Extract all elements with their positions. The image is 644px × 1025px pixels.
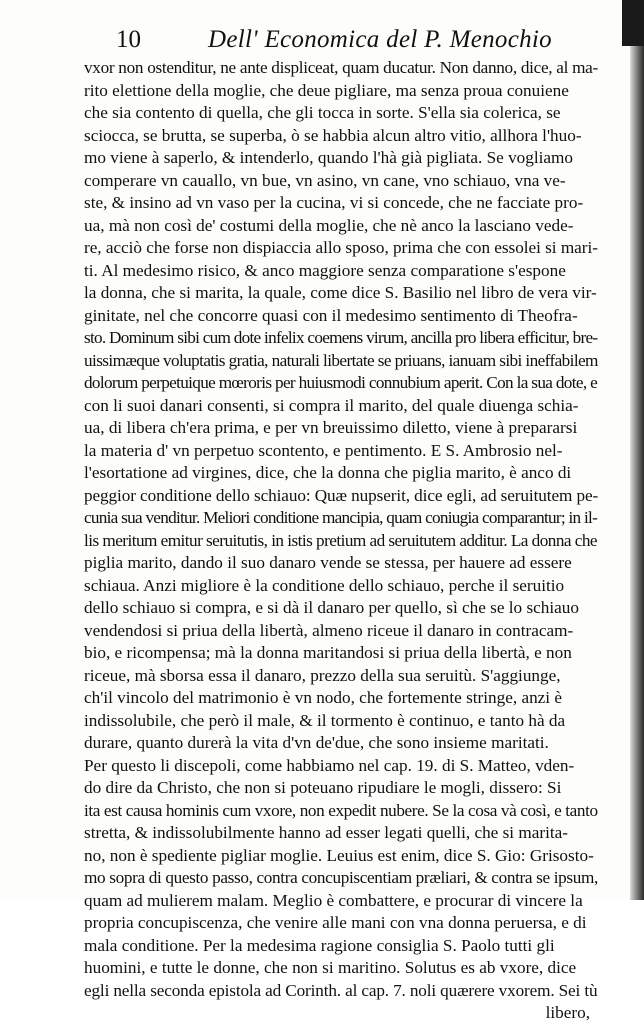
text-line: mo viene à saperlo, & intenderlo, quando l'hà già pigliata. Se vogliamo (84, 148, 573, 167)
text-line: dello schiauo si compra, e si dà il danaro per quello, sì che se lo schiauo (84, 598, 579, 617)
text-line: peggior conditione dello schiauo: Quæ nupserit, dice egli, ad seruitutem pe- (84, 485, 599, 505)
text-line: Per questo li discepoli, come habbiamo nel cap. 19. di S. Matteo, vden- (84, 755, 575, 775)
body-text (84, 57, 598, 1025)
page-number: 10 (116, 26, 141, 53)
text-line: mala conditione. Per la medesima ragione consiglia S. Paolo tutti gli (84, 935, 555, 955)
text-line: stretta, & indissolubilmente hanno ad esser legati quelli, che si marita- (84, 823, 568, 842)
text-line: ita est causa hominis cum vxore, non expedit nubere. Se la cosa và così, e tanto (84, 800, 598, 820)
text-line: indissolubile, che però il male, & il tormento è continuo, e tanto hà da (84, 710, 566, 730)
text-line: piglia marito, dando il suo danaro vende se stessa, per hauere ad essere (84, 553, 572, 572)
text-line: la donna, che si marita, la quale, come dice S. Basilio nel libro de vera vir- (84, 283, 597, 302)
text-line: do dire da Christo, che non si poteuano ripudiare le mogli, dissero: Si (84, 778, 562, 797)
text-line: vxor non ostenditur, ne ante displiceat, quam ducatur. Non danno, dice, al ma- (84, 58, 598, 77)
text-line: comperare vn cauallo, vn bue, vn asino, vn cane, vno schiauo, vna ve- (84, 170, 566, 190)
text-line: ua, mà non così de' costumi della moglie, che nè anco la lasciano vede- (84, 215, 574, 235)
text-line: propria concupiscenza, che venire alle mani con vna donna peruersa, e di (84, 913, 587, 932)
text-line: che sia contento di quella, che gli tocca in sorte. S'ella sia colerica, se (84, 103, 561, 122)
text-line: re, acciò che forse non dispiaccia allo sposo, prima che con essolei si mari- (84, 238, 598, 257)
text-line: schiaua. Anzi migliore è la conditione dello schiauo, perche il seruitio (84, 575, 565, 595)
text-line: durare, quanto durerà la vita d'vn de'due, che sono insieme maritati. (84, 733, 549, 752)
text-line: sciocca, se brutta, se superba, ò se habbia alcun altro vitio, allhora l'huo- (84, 125, 582, 145)
text-line: lis meritum emitur seruitutis, in istis pretium ad seruitutem additur. La donna che (84, 530, 597, 550)
text-line: vendendosi si priua della libertà, almeno riceue il danaro in contracam- (84, 620, 574, 640)
text-line: bio, e ricompensa; mà la donna maritandosi si priua della libertà, e non (84, 643, 572, 662)
text-line: ginitate, nel che concorre quasi con il medesimo sentimento di Theofra- (84, 305, 578, 325)
text-line: riceue, mà sborsa essa il danaro, prezzo della sua seruitù. S'aggiunge, (84, 665, 561, 685)
text-line: ti. Al medesimo risico, & anco maggiore senza comparatione s'espone (84, 260, 566, 280)
text-line: l'esortatione ad virgines, dice, che la donna che piglia marito, è anco di (84, 463, 572, 482)
catchword: libero, (545, 1003, 590, 1022)
page-header (40, 26, 610, 60)
text-line: dolorum perpetuique mœroris per huiusmodi connubium aperit. Con la sua dote, e (84, 373, 598, 392)
text-line: no, non è spediente pigliar moglie. Leuius est enim, dice S. Gio: Grisosto- (84, 845, 594, 865)
running-title: Dell' Economica del P. Menochio (208, 26, 552, 53)
text-line: egli nella seconda epistola ad Corinth. al cap. 7. noli quærere vxorem. Sei tù (84, 980, 598, 1000)
text-line: ua, di libera ch'era prima, e per vn breuissimo diletto, viene à prepararsi (84, 418, 578, 437)
text-line: uissimæque voluptatis gratia, naturali libertate se priuans, ianuam sibi ineffabilem (84, 350, 598, 370)
text-line: sto. Dominum sibi cum dote infelix coemens virum, ancilla pro libera efficitur, bre- (84, 328, 598, 347)
text-line: ste, & insino ad vn vaso per la cucina, vi si concede, che ne facciate pro- (84, 193, 584, 212)
text-line: cunia sua venditur. Meliori conditione mancipia, quam coniugia comparantur; in il- (84, 508, 598, 527)
text-line: quam ad mulierem malam. Meglio è combattere, e procurar di vincere la (84, 890, 583, 910)
text-line: ch'il vincolo del matrimonio è vn nodo, che fortemente stringe, anzi è (84, 688, 562, 707)
text-line: la materia d' vn perpetuo scontento, e pentimento. E S. Ambrosio nel- (84, 440, 563, 460)
scan-corner (622, 0, 644, 46)
page-edge-shadow (630, 0, 644, 900)
text-line: con li suoi danari consenti, si compra il marito, del quale diuenga schia- (84, 395, 579, 415)
text-line: rito elettione della moglie, che deue pigliare, ma senza proua conuiene (84, 80, 569, 100)
text-line: mo sopra di questo passo, contra concupiscentiam præliari, & contra se ipsum, (84, 868, 598, 887)
text-line: huomini, e tutte le donne, che non si maritino. Solutus es ab vxore, dice (84, 958, 577, 977)
